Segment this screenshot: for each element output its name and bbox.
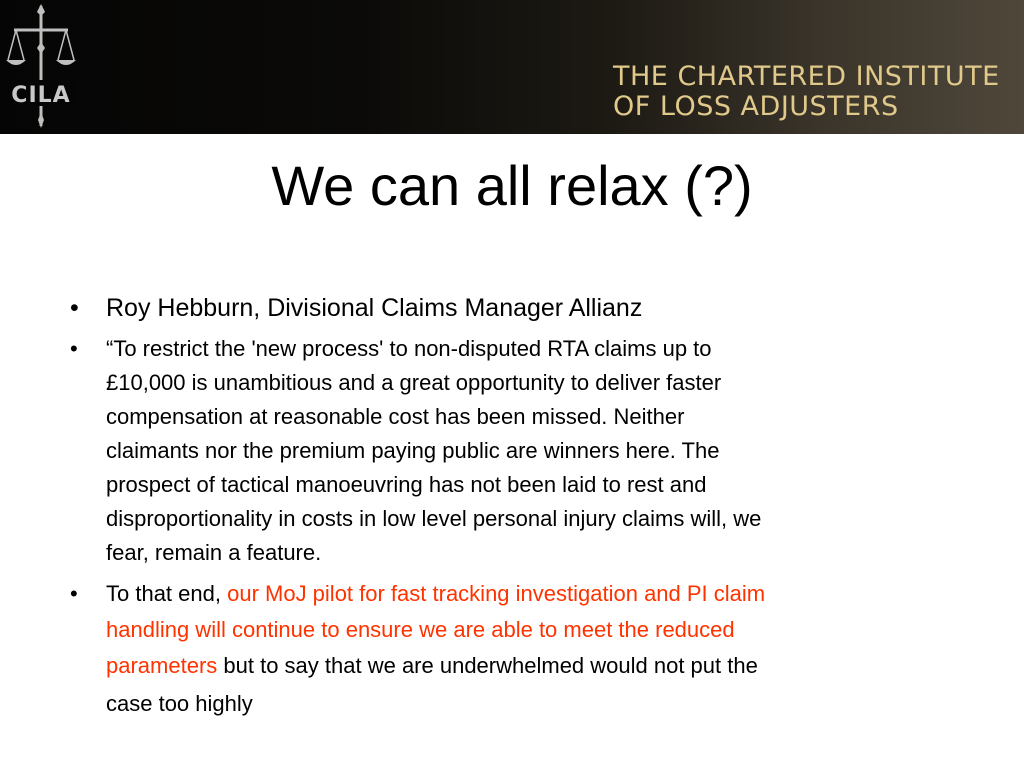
bullet-dot: • [70, 294, 79, 322]
highlighted-text: parameters [106, 653, 218, 678]
quote-line: disproportionality in costs in low level personal injury claims will, we [106, 506, 762, 531]
quote-line: prospect of tactical manoeuvring has not been laid to rest and [106, 472, 707, 497]
highlighted-text: our MoJ pilot for fast tracking investigation and PI claim [227, 581, 766, 606]
quote-line: claimants nor the premium paying public are winners here. The [106, 438, 720, 463]
organization-name [613, 62, 1000, 122]
header-banner [0, 0, 1024, 134]
quote-line: £10,000 is unambitious and a great opportunity to deliver faster [106, 370, 722, 395]
bullet-item [64, 576, 984, 724]
highlighted-text: handling will continue to ensure we are able to meet the reduced [106, 617, 735, 642]
bullet-line [106, 648, 984, 684]
bullet-suffix: but to say that we are underwhelmed would not put the [217, 653, 758, 678]
slide-title: We can all relax (?) [271, 154, 753, 217]
organization-name-line1: THE CHARTERED INSTITUTE [613, 61, 1000, 92]
bullet-item [64, 290, 984, 326]
bullet-dot: • [70, 581, 78, 606]
quote-line: “To restrict the 'new process' to non-disputed RTA claims up to [106, 336, 712, 361]
bullet-list [64, 290, 984, 724]
quote-line: compensation at reasonable cost has been missed. Neither [106, 404, 685, 429]
quote-line: fear, remain a feature. [106, 540, 322, 565]
logo-text: CILA [11, 83, 71, 108]
bullet-prefix: To that end, [106, 581, 228, 606]
bullet-line [106, 576, 984, 612]
bullet-dot: • [70, 336, 78, 361]
bullet-text: Roy Hebburn, Divisional Claims Manager Allianz [106, 294, 643, 322]
organization-name-line2: OF LOSS ADJUSTERS [613, 91, 899, 122]
bullet-line: case too highly [106, 691, 253, 716]
cila-scales-logo [4, 2, 78, 130]
bullet-item [64, 332, 984, 570]
